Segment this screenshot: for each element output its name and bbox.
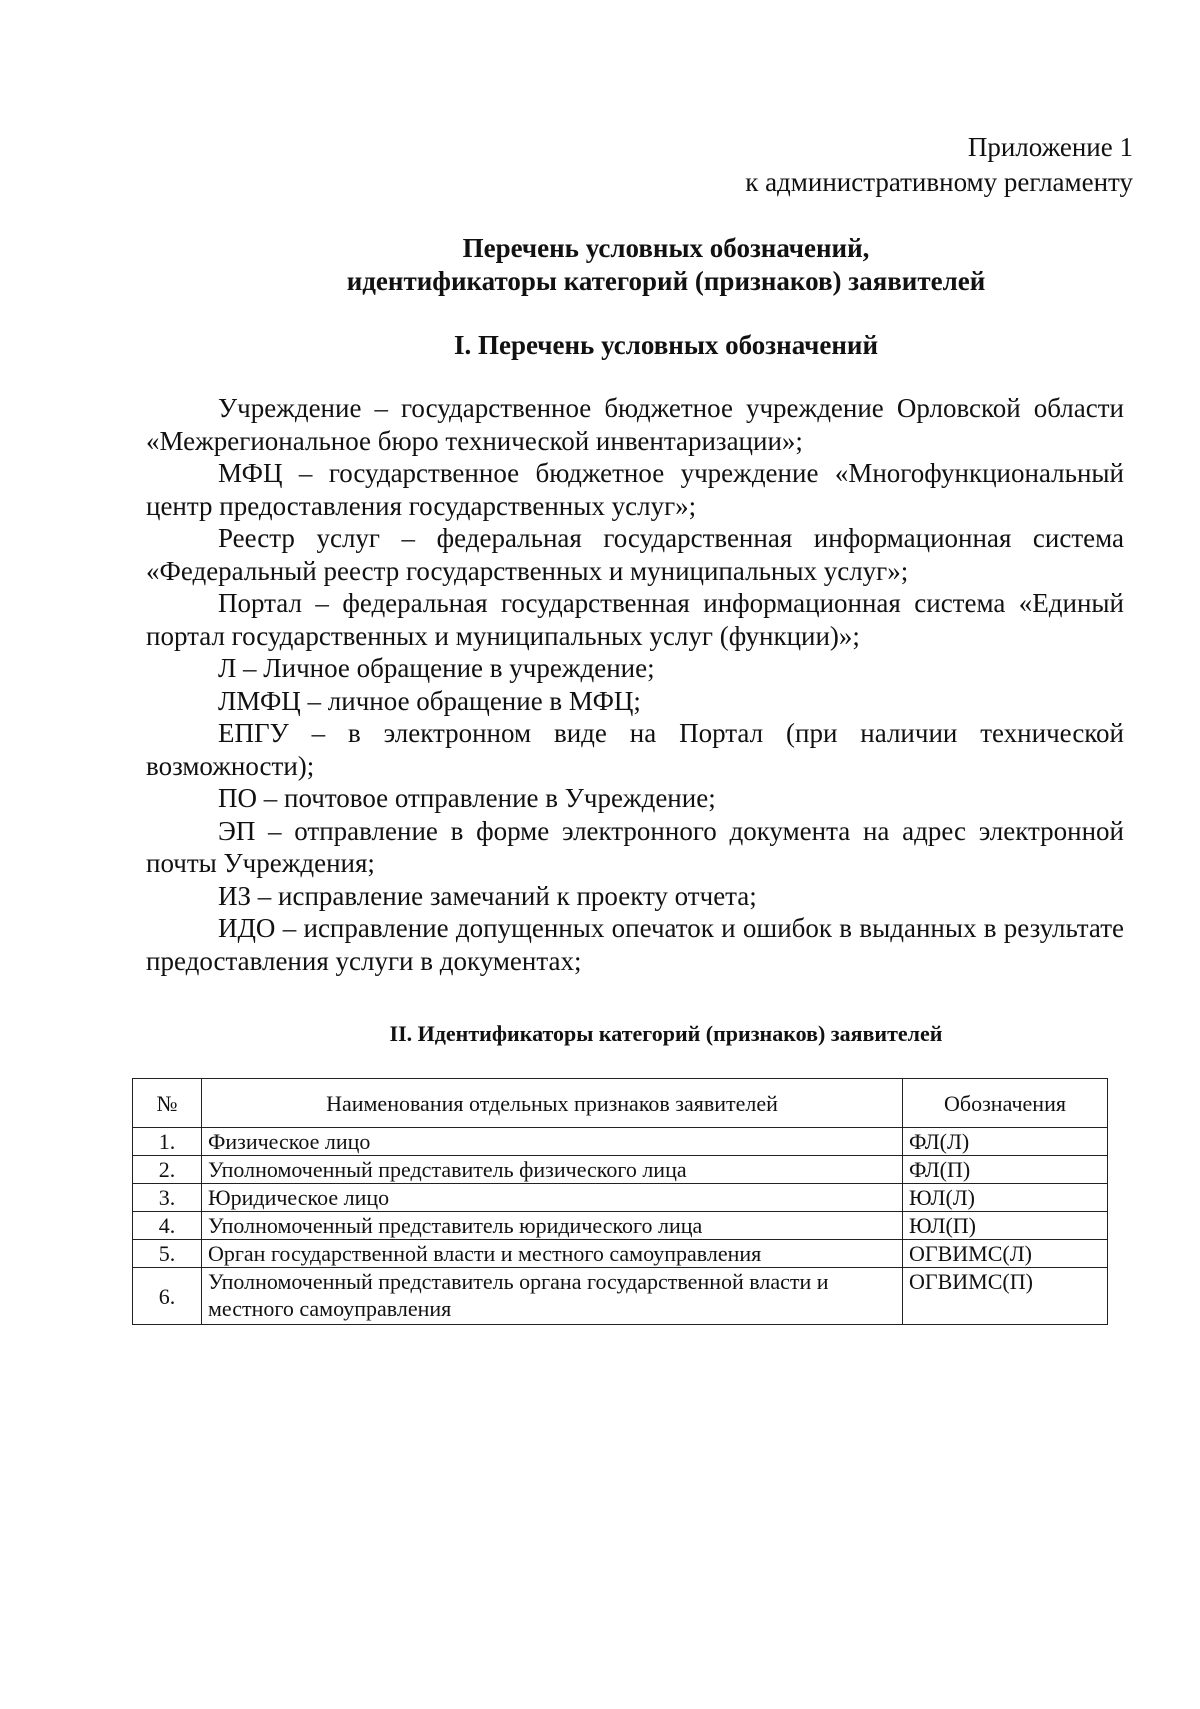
applicant-categories-table bbox=[132, 1078, 1108, 1325]
definitions-list bbox=[146, 392, 1124, 977]
table-row bbox=[133, 1240, 1108, 1268]
table-row bbox=[133, 1268, 1108, 1325]
row-code: ФЛ(Л) bbox=[903, 1128, 1108, 1156]
document-title-line-1: Перечень условных обозначений, bbox=[462, 233, 870, 263]
header-code: Обозначения bbox=[903, 1079, 1108, 1128]
row-name: Уполномоченный представитель юридического лица bbox=[202, 1212, 903, 1240]
row-code: ОГВИМС(П) bbox=[903, 1268, 1108, 1325]
row-number: 6. bbox=[133, 1268, 202, 1325]
section-2-heading: II. Идентификаторы категорий (признаков) заявителей bbox=[389, 1021, 943, 1046]
row-number: 4. bbox=[133, 1212, 202, 1240]
table-header-row bbox=[133, 1079, 1108, 1128]
row-code: ФЛ(П) bbox=[903, 1156, 1108, 1184]
definition-item: Портал – федеральная государственная информационная система «Единый портал государственных и муниципальных услуг (функции)»; bbox=[146, 588, 1124, 651]
definition-item: МФЦ – государственное бюджетное учреждение «Многофункциональный центр предоставления государственных услуг»; bbox=[146, 458, 1124, 521]
row-code: ЮЛ(Л) bbox=[903, 1184, 1108, 1212]
row-code: ОГВИМС(Л) bbox=[903, 1240, 1108, 1268]
definition-item: ИДО – исправление допущенных опечаток и ошибок в выданных в результате предоставления услуги в документах; bbox=[146, 913, 1124, 976]
row-number: 2. bbox=[133, 1156, 202, 1184]
definition-item: Л – Личное обращение в учреждение; bbox=[218, 653, 655, 683]
row-name: Уполномоченный представитель физического лица bbox=[202, 1156, 903, 1184]
appendix-line-1: Приложение 1 bbox=[967, 132, 1133, 162]
header-name: Наименования отдельных признаков заявителей bbox=[202, 1079, 903, 1128]
row-number: 1. bbox=[133, 1128, 202, 1156]
appendix-line-2: к административному регламенту bbox=[745, 167, 1133, 197]
table-row bbox=[133, 1184, 1108, 1212]
definition-item: ЭП – отправление в форме электронного документа на адрес электронной почты Учреждения; bbox=[146, 815, 1124, 878]
document-title-line-2: идентификаторы категорий (признаков) заявителей bbox=[346, 266, 986, 296]
row-name: Орган государственной власти и местного самоуправления bbox=[202, 1240, 903, 1268]
definition-item: Учреждение – государственное бюджетное учреждение Орловской области «Межрегиональное бюро технической инвентаризации»; bbox=[146, 393, 1124, 456]
table-row bbox=[133, 1156, 1108, 1184]
row-name: Физическое лицо bbox=[202, 1128, 903, 1156]
row-name: Юридическое лицо bbox=[202, 1184, 903, 1212]
header-number: № bbox=[133, 1079, 202, 1128]
section-1-heading: I. Перечень условных обозначений bbox=[453, 330, 879, 360]
table-row bbox=[133, 1212, 1108, 1240]
row-code: ЮЛ(П) bbox=[903, 1212, 1108, 1240]
definition-item: ЕПГУ – в электронном виде на Портал (при наличии технической возможности); bbox=[146, 718, 1124, 781]
appendix-header bbox=[745, 130, 1133, 200]
row-number: 3. bbox=[133, 1184, 202, 1212]
row-number: 5. bbox=[133, 1240, 202, 1268]
document-title bbox=[146, 232, 1186, 298]
table-row bbox=[133, 1128, 1108, 1156]
definition-item: Реестр услуг – федеральная государственная информационная система «Федеральный реестр государственных и муниципальных услуг»; bbox=[146, 523, 1124, 586]
definition-item: ЛМФЦ – личное обращение в МФЦ; bbox=[218, 685, 641, 716]
definition-item: ИЗ – исправление замечаний к проекту отчета; bbox=[218, 880, 757, 911]
row-name: Уполномоченный представитель органа государственной власти и местного самоуправления bbox=[202, 1268, 903, 1325]
definition-item: ПО – почтовое отправление в Учреждение; bbox=[218, 783, 716, 813]
